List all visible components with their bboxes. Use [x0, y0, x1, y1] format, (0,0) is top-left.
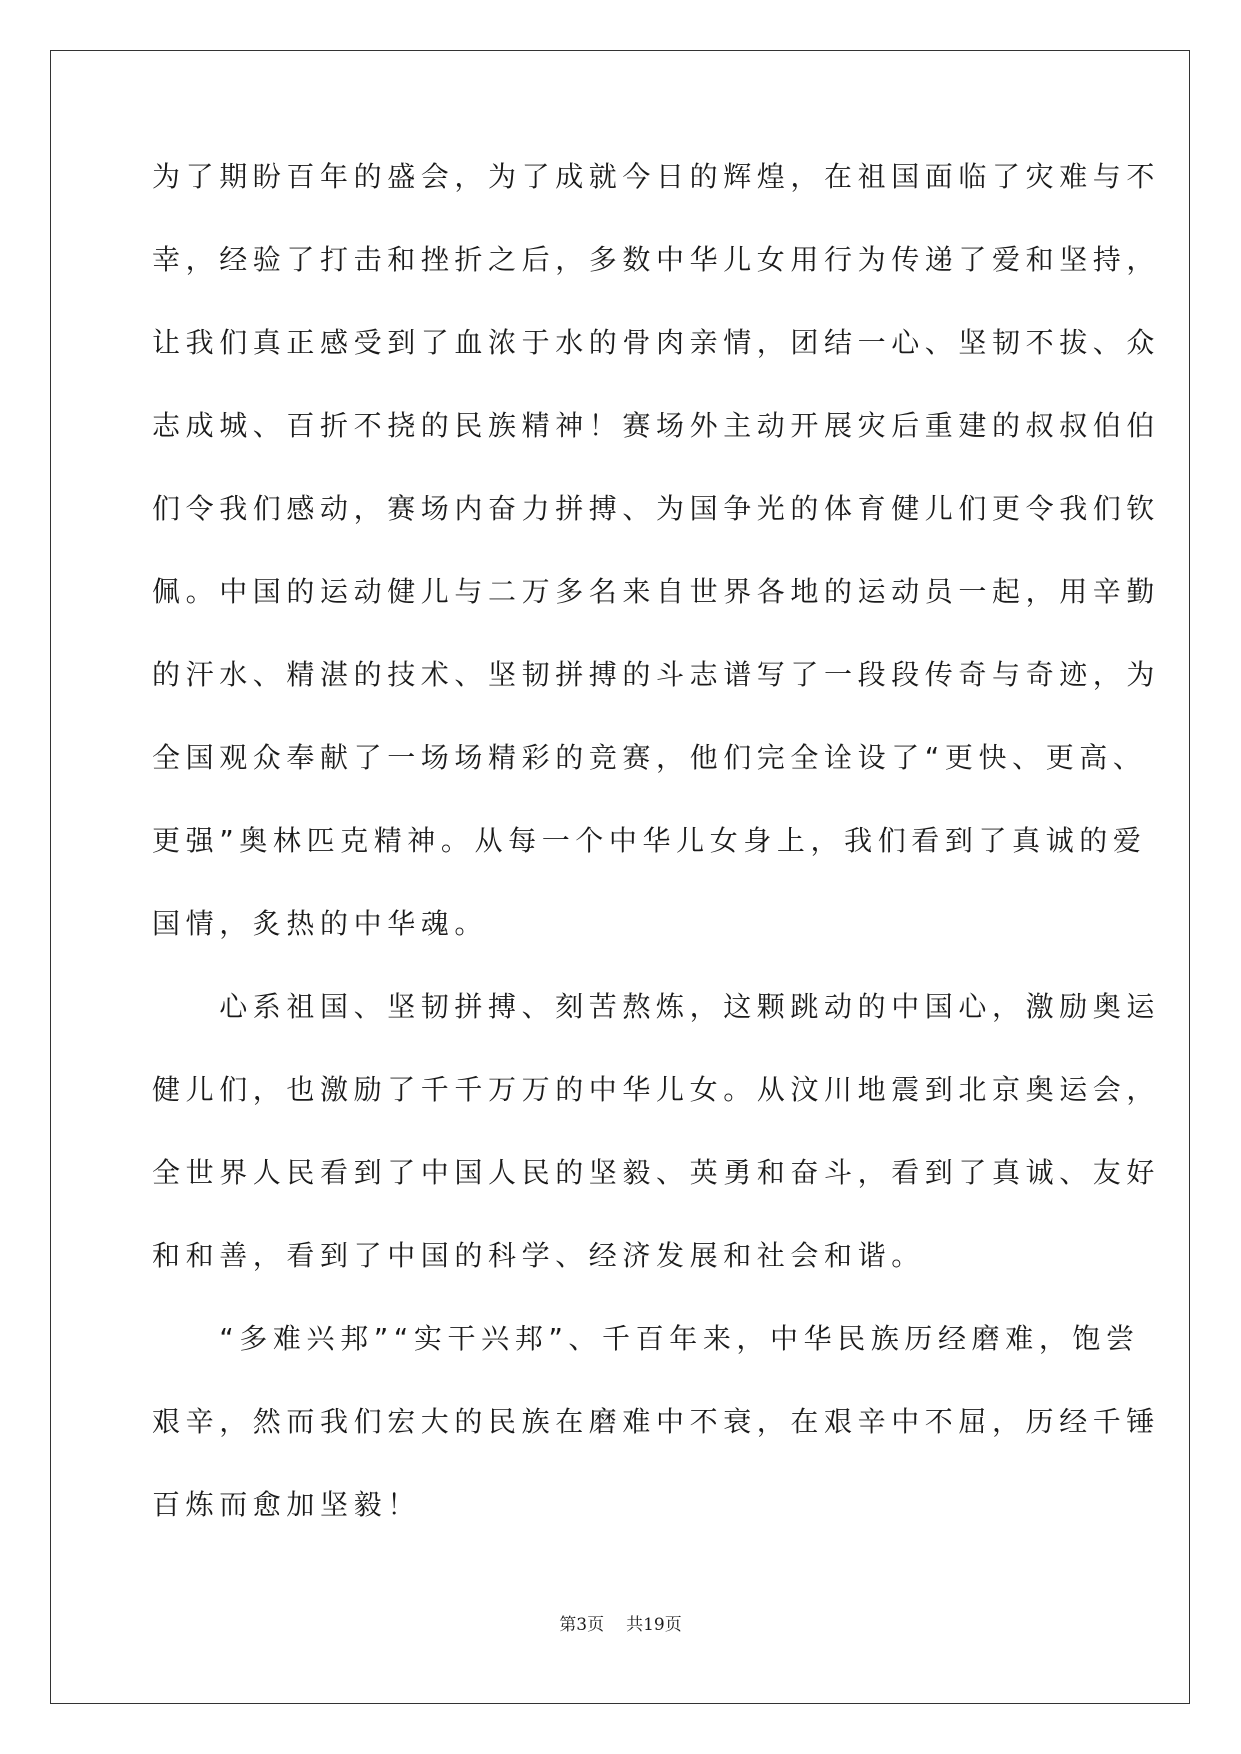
page-number: 第3页 — [559, 1615, 605, 1635]
page-total: 共19页 — [626, 1615, 682, 1635]
text-line: 志成城、百折不挠的民族精神！赛场外主动开展灾后重建的叔叔伯伯 — [152, 409, 1161, 442]
text-line: 为了期盼百年的盛会，为了成就今日的辉煌，在祖国面临了灾难与不 — [152, 160, 1161, 193]
text-line: 的汗水、精湛的技术、坚韧拼搏的斗志谱写了一段段传奇与奇迹，为 — [152, 658, 1161, 691]
text-line: 幸，经验了打击和挫折之后，多数中华儿女用行为传递了爱和坚持， — [152, 243, 1161, 276]
page-footer — [0, 1610, 1241, 1635]
body-text — [152, 158, 1161, 1569]
text-line: 心系祖国、坚韧拼搏、刻苦熬炼，这颗跳动的中国心，激励奥运 — [152, 990, 1161, 1023]
text-line: “多难兴邦”“实干兴邦”、千百年来，中华民族历经磨难，饱尝 — [152, 1322, 1140, 1355]
text-line: 全国观众奉献了一场场精彩的竞赛，他们完全诠设了“更快、更高、 — [152, 741, 1147, 774]
text-line: 们令我们感动，赛场内奋力拼搏、为国争光的体育健儿们更令我们钦 — [152, 492, 1161, 525]
text-line: 健儿们，也激励了千千万万的中华儿女。从汶川地震到北京奥运会， — [152, 1073, 1161, 1106]
text-line: 佩。中国的运动健儿与二万多名来自世界各地的运动员一起，用辛勤 — [152, 575, 1161, 608]
text-line: 和和善，看到了中国的科学、经济发展和社会和谐。 — [152, 1239, 925, 1272]
text-line: 全世界人民看到了中国人民的坚毅、英勇和奋斗，看到了真诚、友好 — [152, 1156, 1161, 1189]
text-line: 让我们真正感受到了血浓于水的骨肉亲情，团结一心、坚韧不拔、众 — [152, 326, 1161, 359]
text-line: 国情，炙热的中华魂。 — [152, 907, 489, 940]
text-line: 百炼而愈加坚毅！ — [152, 1488, 421, 1521]
text-line: 更强”奥林匹克精神。从每一个中华儿女身上，我们看到了真诚的爱 — [152, 824, 1147, 857]
text-line: 艰辛，然而我们宏大的民族在磨难中不衰，在艰辛中不屈，历经千锤 — [152, 1405, 1161, 1438]
